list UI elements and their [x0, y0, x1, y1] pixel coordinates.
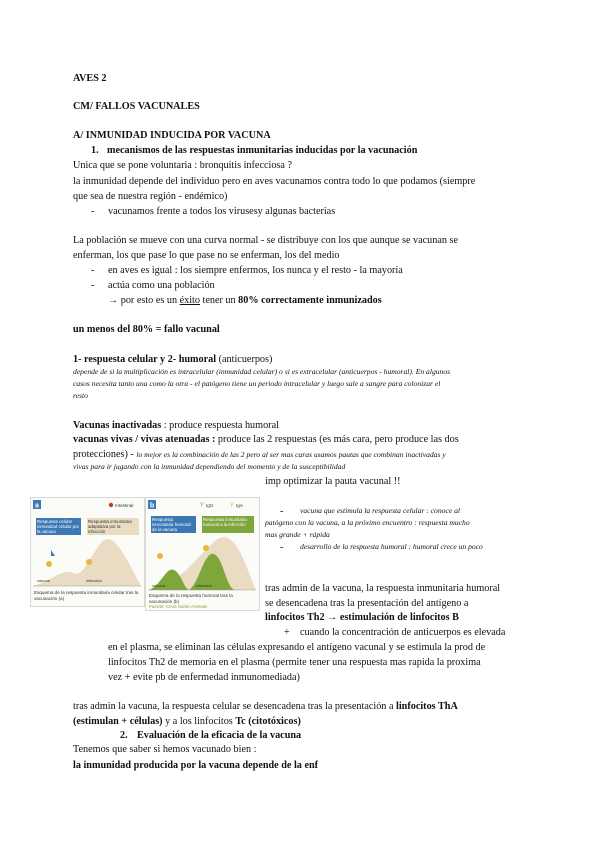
- axis-label: infección: [86, 578, 102, 583]
- axis-label: vacuna: [152, 583, 165, 588]
- pathogen-particle-icon: [86, 559, 92, 565]
- list-item: vacunamos frente a todos los virusesy algunas bacterias: [108, 206, 336, 217]
- bullet-plus: +: [284, 627, 290, 638]
- bullet-dash: -: [91, 280, 95, 291]
- small-note: patógeno con la vacuna, a la próximo encuentro : respuesta mucho: [265, 518, 470, 527]
- paragraph-line: que sea de nuestra región - endémico): [73, 191, 228, 202]
- stimulate-line: [73, 716, 301, 728]
- legend-label: IgG: [206, 503, 214, 508]
- legend-label: IgA: [236, 503, 243, 508]
- figure-caption: Esquema de la respuesta humoral tras la vacunación (b): [149, 593, 233, 604]
- final-statement: la inmunidad producida por la vacuna depende de la enf: [73, 760, 319, 771]
- bullet-dash: -: [91, 265, 95, 276]
- label-box-text: Respuesta inmunitaria adaptativa por la infección: [88, 519, 132, 534]
- paragraph-line: tras admin de la vacuna, la respuesta inmunitaria humoral: [265, 583, 501, 594]
- conclusion-bold: 80% correctamente inmunizados: [238, 295, 382, 306]
- paragraph-line: la inmunidad depende del individuo pero en aves vacunamos contra todo lo que podamos (siempre: [73, 176, 476, 187]
- legend-label: Intestinal: [115, 503, 134, 508]
- cellular-response-bold: linfocitos ThA: [396, 701, 458, 712]
- underlined-word: éxito: [179, 295, 200, 306]
- stimulate-text: y a los linfocitos: [162, 716, 236, 727]
- list-item: cuando la concentración de anticuerpos es elevada: [300, 627, 506, 638]
- vaccine-particle-icon: [46, 561, 52, 567]
- item-2-title: Evaluación de la eficacia de la vacuna: [137, 730, 302, 741]
- response-types-line: [73, 354, 272, 366]
- label-box-text: Respuesta inmunitaria humoral a la infección: [203, 517, 247, 527]
- vaccine-particle-icon: [157, 553, 163, 559]
- paragraph-line: La población se mueve con una curva normal - se distribuye con los que aunque se vacunan se: [73, 235, 459, 246]
- paragraph-line: vez + evite pb de enfermedad inmunomediada): [108, 672, 300, 683]
- list-item: en aves es igual : los siempre enfermos, los nunca y el resto - la mayoría: [108, 265, 403, 276]
- pathogen-particle-icon: [203, 545, 209, 551]
- cellular-response-text: tras admin la vacuna, la respuesta celular se desencadena tras la presentación a: [73, 701, 397, 712]
- small-note: vivas para ir jugando con la inmunidad dependiendo del momento y de la susceptibilidad: [73, 462, 346, 471]
- bullet-dash: -: [91, 206, 95, 217]
- axis-label: vacuna: [37, 578, 50, 583]
- live-vaccines-line: [73, 434, 459, 446]
- item-1-title: mecanismos de las respuestas inmunitarias inducidas por la vacunación: [107, 145, 418, 156]
- conclusion-middle: tener un: [199, 295, 239, 306]
- protections-line: [73, 449, 446, 461]
- label-box-text: Respuesta celular inmunidad celular por la vacuna: [37, 519, 79, 534]
- document-title: AVES 2: [73, 73, 107, 84]
- figure-humoral-response: [145, 497, 260, 611]
- figure-cellular-response: [30, 497, 145, 607]
- bullet-dash: -: [280, 542, 284, 553]
- bullet-dash: -: [280, 506, 284, 517]
- item-2-number: 2.: [120, 730, 128, 741]
- panel-tag: b: [149, 502, 155, 510]
- axis-label: infección: [196, 583, 212, 588]
- paragraph-line: se desencadena tras la presentación del antígeno a: [265, 598, 469, 609]
- important-note: imp optimizar la pauta vacunal !!: [265, 476, 401, 487]
- conclusion-prefix: → por esto es un: [108, 295, 180, 306]
- arrow-icon: [51, 550, 55, 556]
- figure-credit: Fuente: Ceva Sante Animale: [149, 604, 208, 609]
- list-item: actúa como una población: [108, 280, 215, 291]
- antibody-icon: Y: [230, 502, 234, 509]
- paragraph-line: Tenemos que saber si hemos vacunado bien :: [73, 744, 257, 755]
- conclusion-line: [108, 295, 382, 307]
- legend-dot-icon: [109, 503, 113, 507]
- panel-tag: a: [35, 502, 39, 510]
- small-note: lo mejor es la combinación de las 2 pero al ser mas caras usamos pautas que combinan inactivadas y: [136, 450, 446, 459]
- paragraph-line: linfocitos Th2 de memoria en el plasma (permite tener una respuesta mas rapida la proxima: [108, 657, 481, 668]
- small-note: depende de si la multiplicación es intracelular (inmunidad celular) o si es extracelular (anticuerpos - humoral). En algunos: [73, 367, 451, 376]
- small-note: resto: [73, 391, 88, 400]
- lymphocytes-line: linfocitos Th2 → estimulación de linfocitos B: [265, 612, 459, 623]
- cytotoxic-bold: Tc (citotóxicos): [235, 716, 301, 727]
- inactivated-text: : produce respuesta humoral: [161, 420, 279, 431]
- small-note: desarrollo de la respuesta humoral : humoral crece un poco: [300, 542, 483, 551]
- document-subtitle: CM/ FALLOS VACUNALES: [73, 101, 200, 112]
- key-statement: un menos del 80% = fallo vacunal: [73, 324, 220, 335]
- stimulate-bold: (estimulan + células): [73, 716, 163, 727]
- inactivated-vaccines-line: [73, 420, 279, 432]
- antibody-icon: Y: [200, 502, 204, 509]
- paragraph-line: enferman, los que pase lo que pase no se enferman, los del medio: [73, 250, 340, 261]
- small-note: mas grande + rápida: [265, 530, 330, 539]
- paragraph-line: en el plasma, se eliminan las células expresando el antígeno vacunal y se estimula la prod de: [108, 642, 486, 653]
- response-types-bold: 1- respuesta celular y 2- humoral: [73, 354, 217, 365]
- section-heading-a: A/ INMUNIDAD INDUCIDA POR VACUNA: [73, 130, 271, 141]
- cellular-response-line: [73, 701, 458, 713]
- figure-caption: Esquema de la respuesta inmunitaria celular tras la vacunación (a): [34, 590, 139, 601]
- paragraph-line: Unica que se pone voluntaria : bronquitis infecciosa ?: [73, 160, 292, 171]
- item-1-number: 1.: [91, 145, 99, 156]
- small-note: vacuna que estimula la respuesta celular : conoce al: [300, 506, 460, 515]
- live-vaccines-text: produce las 2 respuestas (es más cara, pero produce las dos: [215, 434, 459, 445]
- small-note: casos necesita tanto una como la otra - el patógeno tiene un periodo intracelular y luego sale a sangre para colonizar el: [73, 379, 441, 388]
- live-vaccines-label: vacunas vivas / vivas atenuadas :: [73, 434, 216, 445]
- response-types-rest: (anticuerpos): [216, 354, 273, 365]
- inactivated-label: Vacunas inactivadas: [73, 420, 162, 431]
- protections-text: protecciones) -: [73, 449, 137, 460]
- label-box-text: Respuesta inmunitaria humoral de la vacuna: [152, 517, 191, 532]
